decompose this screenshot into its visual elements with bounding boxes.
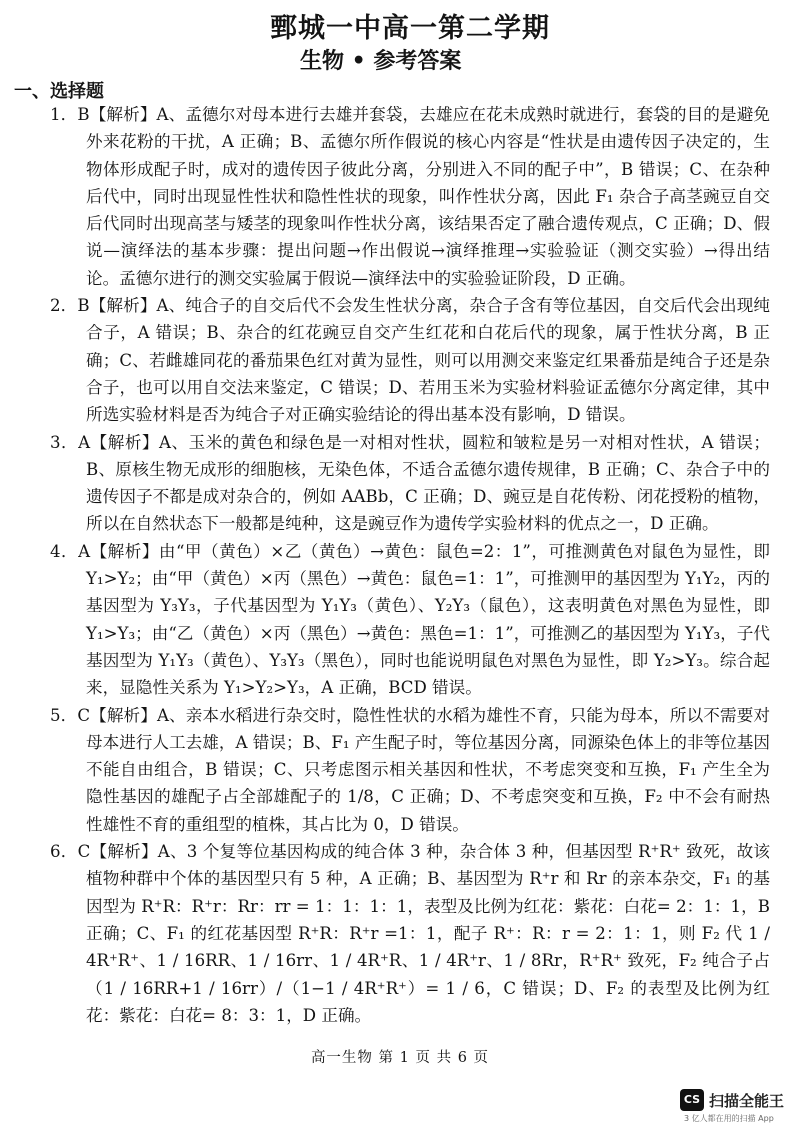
scanner-watermark [680,1087,792,1127]
answer-item-3: 3．A【解析】A、玉米的黄色和绿色是一对相对性状，圆粒和皱粒是另一对相对性状，A 错误；B、原核生物无成形的细胞核，无染色体，不适合孟德尔遗传规律，B 正确；C、杂合子中的遗传因子不都是成对杂合的，例如 AABb，C 正确；D、豌豆是自花传粉、闭花授粉的植物，所以在自然状态下一般都是纯种，这是豌豆作为遗传学实验材料的优点之一，D 正确。 [50,432,770,534]
section-heading: 一、选择题 [14,81,104,102]
answer-item-5: 5．C【解析】A、亲本水稻进行杂交时，隐性性状的水稻为雄性不育，只能为母本，所以不需要对母本进行人工去雄，A 错误；B、F₁ 产生配子时，等位基因分离，同源染色体上的非等位基因不能自由组合，B 错误；C、只考虑图示相关基因和性状，不考虑突变和互换，F₁ 产生全为隐性基因的雄配子占全部雄配子的 1/8，C 正确；D、不考虑突变和互换，F₂ 中不会有耐热性雄性不育的重组型的植株，其占比为 0，D 错误。 [50,705,770,834]
watermark-tagline: 3 亿人都在用的扫描 App [684,1114,774,1123]
page-footer: 高一生物 第 1 页 共 6 页 [310,1050,490,1066]
answer-list [50,101,770,1029]
page-title: 鄄城一中高一第二学期 [270,13,550,44]
page-subtitle: 生物 • 参考答案 [300,48,462,74]
answer-item-4: 4．A【解析】由“甲（黄色）×乙（黄色）→黄色：鼠色=2：1”，可推测黄色对鼠色为显性，即 Y₁>Y₂；由“甲（黄色）×丙（黑色）→黄色：鼠色=1：1”，可推测甲的基因型为 Y₁Y₂，丙的基因型为 Y₃Y₃，子代基因型为 Y₁Y₃（黄色）、Y₂Y₃（鼠色），这表明黄色对黑色为显性，即 Y₁>Y₃；由“乙（黄色）×丙（黑色）→黄色：黑色=1：1”，可推测乙的基因型为 Y₁Y₃，子代基因型为 Y₁Y₃（黄色）、Y₃Y₃（黑色），同时也能说明鼠色对黑色为显性，即 Y₂>Y₃。综合起来，显隐性关系为 Y₁>Y₂>Y₃，A 正确，BCD 错误。 [50,541,770,698]
answer-item-6: 6．C【解析】A、3 个复等位基因构成的纯合体 3 种，杂合体 3 种，但基因型 R⁺R⁺ 致死，故该植物种群中个体的基因型只有 5 种，A 正确；B、基因型为 R⁺r 和 Rr 的亲本杂交，F₁ 的基因型为 R⁺R：R⁺r：Rr：rr = 1：1：1：1，表型及比例为红花：紫花：白花= 2：1：1，B 正确；C、F₁ 的红花基因型 R⁺R：R⁺r =1：1，配子 R⁺：R：r = 2：1：1，则 F₂ 代 1 / 4R⁺R⁺、1 / 16RR、1 / 16rr、1 / 4R⁺R、1 / 4R⁺r、1 / 8Rr，R⁺R⁺ 致死，F₂ 纯合子占（1 / 16RR+1 / 16rr）/（1−1 / 4R⁺R⁺）= 1 / 6，C 错误；D、F₂ 的表型及比例为红花：紫花：白花= 8：3：1，D 正确。 [50,842,770,1025]
watermark-name: 扫描全能王 [709,1092,785,1110]
answer-item-2: 2．B【解析】A、纯合子的自交后代不会发生性状分离，杂合子含有等位基因，自交后代会出现纯合子，A 错误；B、杂合的红花豌豆自交产生红花和白花后代的现象，属于性状分离，B 正确；C、若雌雄同花的番茄果色红对黄为显性，则可以用测交来鉴定红果番茄是纯合子还是杂合子，也可以用自交法来鉴定，C 错误；D、若用玉米为实验材料验证孟德尔分离定律，其中所选实验材料是否为纯合子对正确实验结论的得出基本没有影响，D 错误。 [50,296,770,425]
camscanner-logo-icon: CS [680,1089,704,1111]
answer-item-1: 1．B【解析】A、孟德尔对母本进行去雄并套袋，去雄应在花未成熟时就进行，套袋的目的是避免外来花粉的干扰，A 正确；B、孟德尔所作假说的核心内容是“性状是由遗传因子决定的，生物体形成配子时，成对的遗传因子彼此分离，分别进入不同的配子中”，B 错误；C、在杂种后代中，同时出现显性性状和隐性性状的现象，叫作性状分离，因此 F₁ 杂合子高茎豌豆自交后代同时出现高茎与矮茎的现象叫作性状分离，该结果否定了融合遗传观点，C 正确；D、假说—演绎法的基本步骤：提出问题→作出假说→演绎推理→实验验证（测交实验）→得出结论。孟德尔进行的测交实验属于假说—演绎法中的实验验证阶段，D 正确。 [50,105,770,288]
